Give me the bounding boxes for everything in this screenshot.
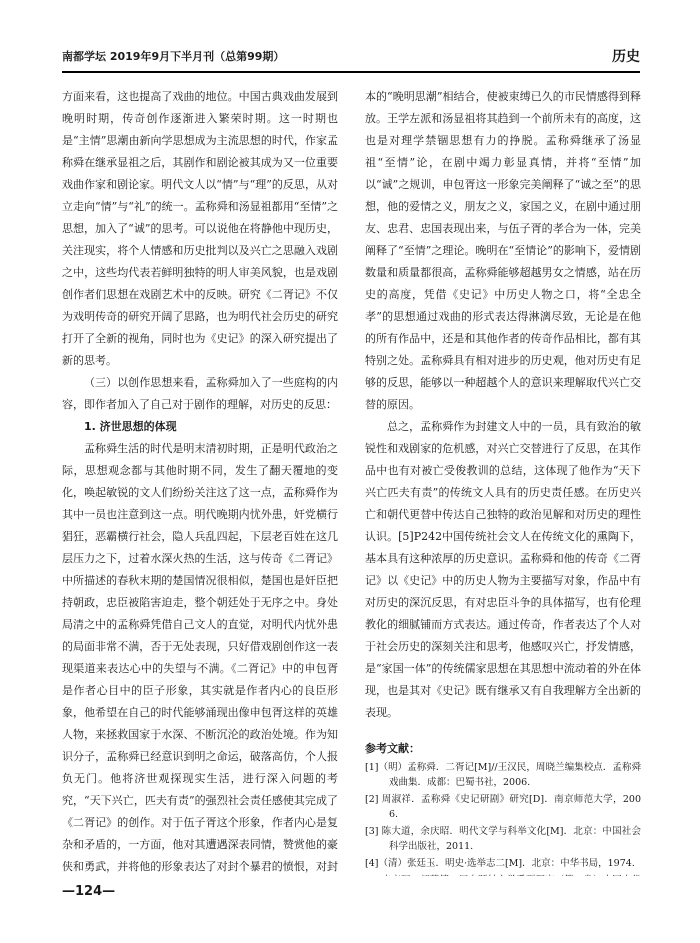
body-paragraph: 孟称舜生活的时代是明末清初时期，正是明代政治之际，思想观念都与其他时期不同，发生了翻天覆地的变化，唤起敏锐的文人们纷纷关注这了这一点，孟称舜作为其中一员也注意到这一点。明代晚期内忧外患，奸党横行猖狂，恶霸横行社会，隐人兵乱四起，下层老百姓在这几层压力之下，过着水深火热的生活，这与传奇《二胥记》中所描述的春秋末期的楚国情况很相似，楚国也是奸臣把持朝政，忠臣被陷害迫走，整个朝廷处于无序之中。身处局清之中的孟称舜凭借自己文人的直觉，对明代内忧外患的局面非常不满，否于无处表现，只好借戏剧创作这一表现渠道来表达心中的失望与不满。《二胥记》中的申包胥是作者心目中的臣子形象，其实就是作者内心的良臣形象，他希望在自己的时代能够涌现出像申包胥这样的英雄人物，来拯救国家于水深、不断沉沦的政治处境。作为知识分子，孟称舜已经意识到明之命运，破落高仿，个人报负无门。他将济世观探现实生活，进行深入问题的考究，“天下兴亡，匹夫有责”的强烈社会责任感使其完成了《二胥记》的创作。对于伍子胥这个形象，作者内心是复杂和矛盾的，一方面，他对其遭遇深表同情，赞赏他的豪侠和勇武，并将他的形象表达了对封个暴君的愤恨，对封 [62,442,338,873]
body-paragraph: 本的“晚明思潮”相结合，使被束缚已久的市民情感得到释放。王学左派和汤显祖将其趋到一个前所未有的高度，这也是对理学禁锢思想有力的挣脱。孟称舜继承了汤显祖“至情”论，在剧中竭力彰显真情，并将“至情”加以“诚”之规训，申包胥这一形象完美阐释了“诚之至”的思想，他的爱情之义，朋友之义，家国之义，在剧中通过朋友、忠君、忠国表现出来，与伍子胥的孝合为一体，完美阐释了“至情”之理论。晚明在“至情论”的影响下，爱情剧数量和质量都很高，孟称舜能够超越男女之情感，站在历史的高度，凭借《史记》中历史人物之口，将“全忠全孝”的思想通过戏曲的形式表达得淋漓尽致，无论是在他的所有作品中，还是和其他作者的传奇作品相比，都有其特别之处。孟称舜具有相对进步的历史观，他对历史有足够的反思，能够以一种超越个人的意识来理解取代兴亡交替的原因。 [365,90,641,411]
journal-title: 南都学坛 2019年9月下半月刊（总第99期） [62,50,285,63]
reference-item [365,873,641,876]
header-rule [62,71,640,73]
body-paragraph: 总之，孟称舜作为封建文人中的一员，具有致治的敏锐性和戏剧家的危机感，对兴亡交替进行了反思，在其作品中也有对被亡受俊教训的总结，这体现了他作为“天下兴亡匹夫有责”的传统文人具有的历史责任感。在历史兴亡和朝代更替中传达自己独特的政治见解和对历史的理性认识。[5]P242中国传统社会文人在传统文化的熏陶下，基本具有这种浓厚的历史意识。孟称舜和他的传奇《二胥记》以《史记》中的历史人物为主要描写对象，作品中有对历史的深沉反思，有对忠臣斗争的具体描写，也有伦理教化的细腻铺而方式表达。通过传奇，作者表达了个人对于社会历史的深刻关注和思考，他感叹兴亡，抒发情感，是“家国一体”的传统儒家思想在其思想中流动着的外在体现，也是其对《史记》既有继承又有自我理解方全出新的表现。 [365,420,641,719]
body-paragraph: 方面来看，这也提高了戏曲的地位。中国古典戏曲发展到晚明时期，传奇创作逐渐进入繁荣时期。这一时期也是“主情”思潮由新向学思想成为主流思想的时代，作家孟称舜在继承显祖之后，其剧作和剧论被其成为又一位重要戏曲作家和剧论家。明代文人以“情”与“理”的反思，从对立走向“情”与“礼”的统一。孟称舜和汤显祖都用“至情”之思想，加入了“诚”的思考。可以说他在将静他中现历史，关注现实，将个人情感和历史批判以及兴亡之思融入戏剧之中，这些均代表若鲜明独特的明人审美风貌，也是戏剧创作者们思想在戏剧艺术中的反映。研究《二胥记》不仅为戏明传奇的研究开阔了思路，也为明代社会历史的研究打开了全新的视角，同时也为《史记》的深入研究提出了新的思考。 [62,90,338,367]
left-column [62,86,338,876]
references-title: 参考文献： [365,742,420,755]
right-column [365,86,641,876]
section-title: 历史 [612,49,640,65]
reference-item: [1]（明）孟称舜．二胥记[M]//王汉民，周晓兰编集校点．孟称舜戏曲集．成都：巴蜀书社，2006. [365,762,641,788]
section-heading: 1. 济世思想的体现 [84,420,177,433]
reference-item: [4]（清）张廷玉．明史·选举志二[M]．北京：中华书局，1974. [365,858,635,869]
page-header [62,44,640,68]
reference-item: [3] 陈大道，余庆昭．明代文学与科举文化[M]．北京：中国社会科学出版社，2011. [365,826,641,852]
reference-item: [2] 周淑祥．孟称舜《史记研剧》研究[D]．南京师范大学，2006. [365,794,641,820]
subsection-heading: （三）以创作思想来看，孟称舜加入了一些庭构的内容，即作者加入了自己对于剧作的理解，对历史的反思： [62,376,338,411]
page-number: —124— [62,884,116,899]
